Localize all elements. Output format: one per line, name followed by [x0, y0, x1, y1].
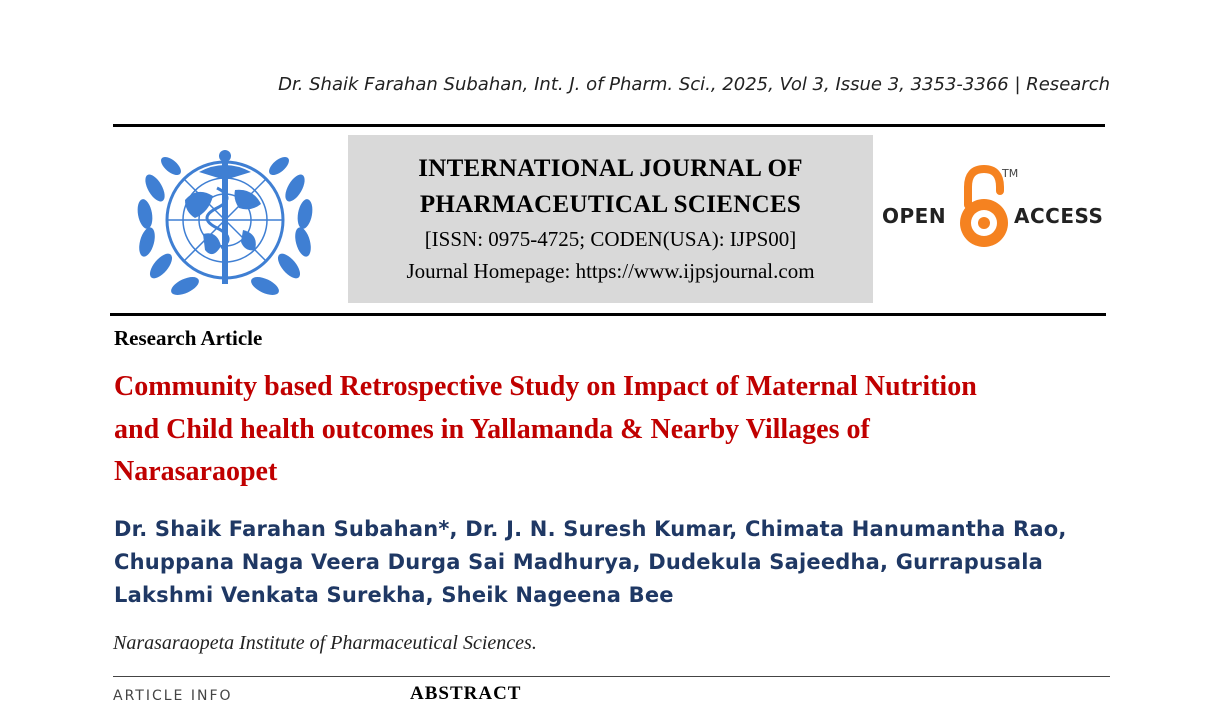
abstract-heading: ABSTRACT — [410, 683, 522, 704]
open-access-open-text: OPEN — [882, 204, 947, 228]
open-access-logo — [880, 165, 1110, 255]
article-title-line: Narasaraopet — [114, 456, 278, 487]
article-title-line: Community based Retrospective Study on Impact of Maternal Nutrition — [114, 371, 977, 402]
article-info-heading: ARTICLE INFO — [113, 688, 233, 704]
journal-homepage: Journal Homepage: https://www.ijpsjournal.com — [406, 259, 815, 283]
open-access-trademark: TM — [1002, 167, 1019, 180]
author-list — [114, 513, 1114, 612]
header-top-rule — [113, 124, 1105, 127]
open-access-access-text: ACCESS — [1014, 204, 1104, 228]
author-line: Lakshmi Venkata Surekha, Sheik Nageena Bee — [114, 583, 674, 607]
author-line: Dr. Shaik Farahan Subahan*, Dr. J. N. Suresh Kumar, Chimata Hanumantha Rao, — [114, 517, 1067, 541]
affiliation: Narasaraopeta Institute of Pharmaceutical Sciences. — [113, 632, 537, 654]
journal-masthead — [348, 135, 873, 303]
header-bottom-rule — [110, 313, 1106, 316]
section-divider — [113, 676, 1110, 677]
article-title — [114, 366, 1114, 494]
un-emblem-icon — [125, 138, 325, 306]
journal-name-line2: PHARMACEUTICAL SCIENCES — [419, 191, 802, 218]
article-title-line: and Child health outcomes in Yallamanda & Nearby Villages of — [114, 413, 870, 445]
running-header: Dr. Shaik Farahan Subahan, Int. J. of Pharm. Sci., 2025, Vol 3, Issue 3, 3353-3366 | Research — [278, 74, 1110, 95]
author-line: Chuppana Naga Veera Durga Sai Madhurya, Dudekula Sajeedha, Gurrapusala — [114, 550, 1043, 574]
journal-issn: [ISSN: 0975-4725; CODEN(USA): IJPS00] — [424, 227, 797, 251]
journal-name-line1: INTERNATIONAL JOURNAL OF — [418, 155, 803, 182]
article-type: Research Article — [114, 326, 263, 350]
